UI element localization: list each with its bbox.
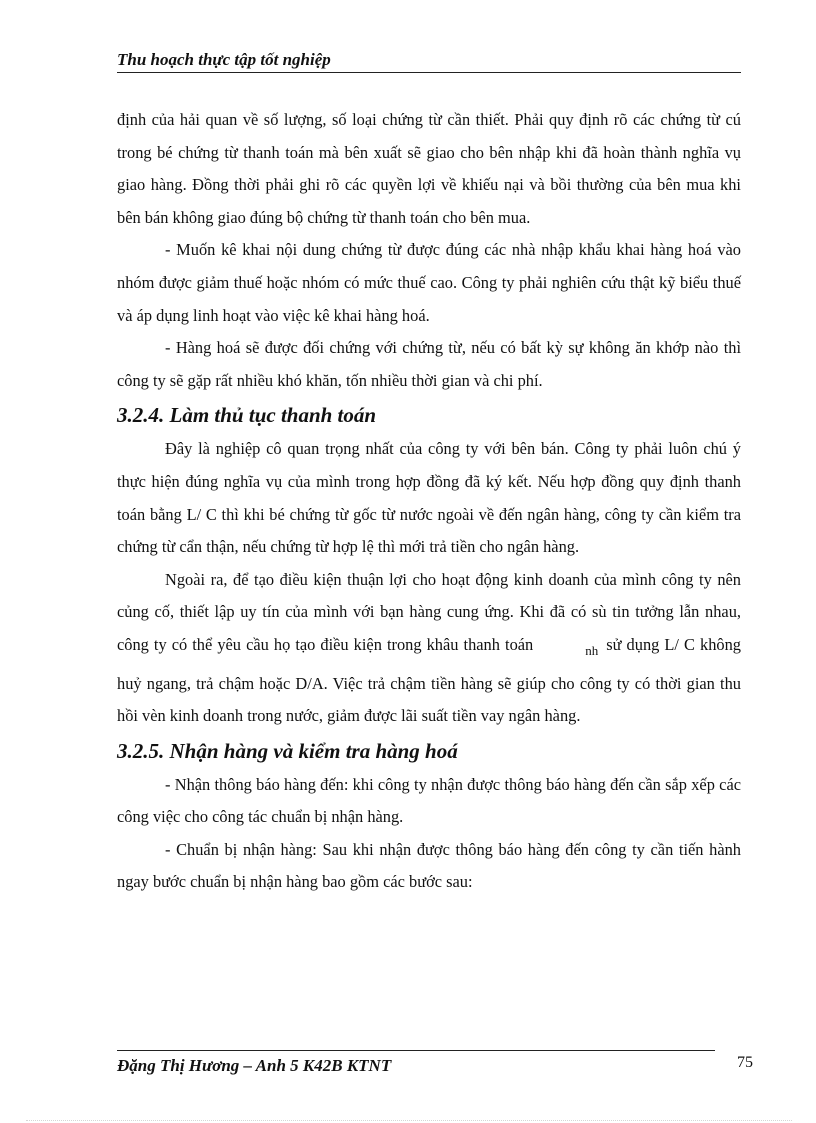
page-footer: [117, 1036, 757, 1086]
footer-rule: [117, 1050, 715, 1051]
header-title: Thu hoạch thực tập tốt nghiệp: [117, 50, 331, 69]
paragraph-5-part-1: Ngoài ra, để tạo điều kiện thuận lợi cho hoạt động kinh doanh của mình công ty nên củng cố, thiết lập uy tín của mình với bạn hàng cung ứng. Khi đã có sù tin tưởng lẫn nhau, công ty có thể yêu cầu họ tạo điều kiện trong khâu thanh toán: [117, 569, 741, 654]
page-edge-dotted-line: [26, 1120, 792, 1121]
paragraph-6: - Nhận thông báo hàng đến: khi công ty nhận được thông báo hàng đến cần sắp xếp các công việc cho công tác chuẩn bị nhận hàng.: [117, 774, 741, 827]
paragraph-1: định của hải quan về số lượng, số loại chứng từ cần thiết. Phải quy định rõ các chứng từ cú trong bé chứng từ thanh toán mà bên xuất sẽ giao cho bên nhập khi đã hoàn thành nghĩa vụ giao hàng. Đồng thời phải ghi rõ các quyền lợi về khiếu nại và bồi thường của bên mua khi bên bán không giao đúng bộ chứng từ thanh toán cho bên mua.: [117, 110, 741, 227]
section-heading-3-2-5: 3.2.5. Nhận hàng và kiểm tra hàng hoá: [117, 738, 458, 763]
paragraph-7: - Chuẩn bị nhận hàng: Sau khi nhận được thông báo hàng đến công ty cần tiến hành ngay bước chuẩn bị nhận hàng bao gồm các bước sau:: [117, 839, 741, 892]
page-header: [117, 48, 741, 73]
paragraph-2: - Muốn kê khai nội dung chứng từ được đúng các nhà nhập khẩu khai hàng hoá vào nhóm được giảm thuế hoặc nhóm có mức thuế cao. Công ty phải nghiên cứu thật kỹ biểu thuế và áp dụng linh hoạt vào việc kê khai hàng hoá.: [117, 240, 741, 325]
page-number: 75: [737, 1054, 753, 1071]
paragraph-4: Đây là nghiệp cô quan trọng nhất của công ty với bên bán. Công ty phải luôn chú ý thực hiện đúng nghĩa vụ của mình trong hợp đồng đã ký kết. Nếu hợp đồng quy định thanh toán bằng L/ C thì khi bé chứng từ gốc từ nước ngoài về đến ngân hàng, công ty cần kiểm tra chứng từ cẩn thận, nếu chứng từ hợp lệ thì mới trả tiền cho ngân hàng.: [117, 439, 741, 557]
stray-text-mark: nh: [585, 642, 599, 658]
paragraph-5-part-2: sử dụng L/ C không huỷ ngang, trả chậm hoặc D/A. Việc trả chậm tiền hàng sẽ giúp cho công ty có thời gian thu hồi vèn kinh doanh trong nước, giảm được lãi suất tiền vay ngân hàng.: [117, 634, 741, 726]
paragraph-3: - Hàng hoá sẽ được đối chứng với chứng từ, nếu có bất kỳ sự không ăn khớp nào thì công ty sẽ gặp rất nhiều khó khăn, tốn nhiều thời gian và chi phí.: [117, 338, 741, 390]
document-body: [117, 104, 741, 899]
footer-author: Đặng Thị Hương – Anh 5 K42B KTNT: [117, 1056, 392, 1075]
section-heading-3-2-4: 3.2.4. Làm thủ tục thanh toán: [117, 403, 377, 428]
paragraph-5: [117, 564, 741, 733]
